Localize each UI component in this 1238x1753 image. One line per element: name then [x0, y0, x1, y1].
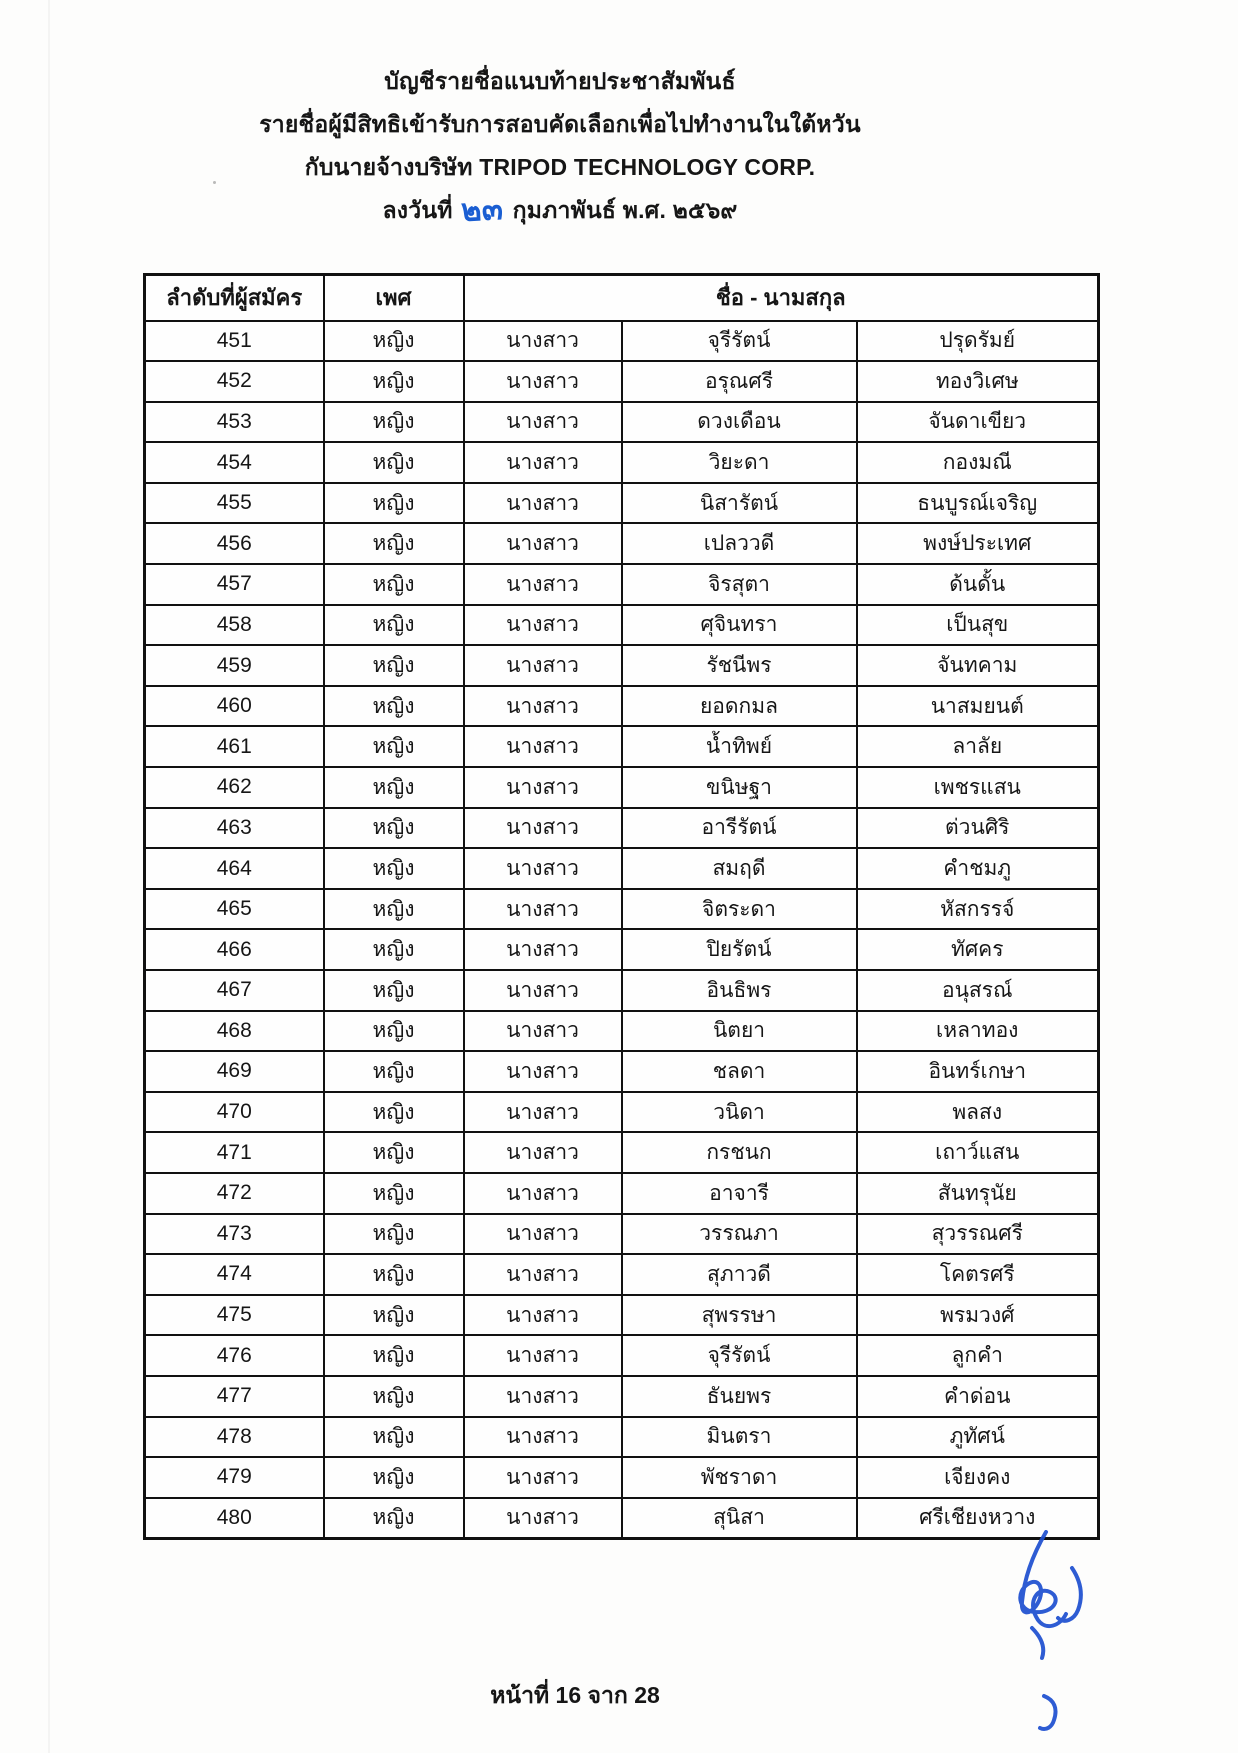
applicant-roster-table	[143, 273, 1100, 1540]
table-row	[145, 483, 1099, 524]
first-name-cell: ยอดกมล	[622, 686, 857, 727]
applicant-no-cell: 461	[145, 726, 324, 767]
table-row	[145, 848, 1099, 889]
first-name-cell: รัชนีพร	[622, 645, 857, 686]
name-title-cell: นางสาว	[464, 1295, 622, 1336]
applicant-no-cell: 463	[145, 808, 324, 849]
applicant-no-cell: 460	[145, 686, 324, 727]
name-title-cell: นางสาว	[464, 808, 622, 849]
table-header-row	[145, 275, 1099, 321]
last-name-cell: จันดาเขียว	[857, 402, 1099, 443]
table-row	[145, 321, 1099, 362]
applicant-no-cell: 466	[145, 929, 324, 970]
date-suffix: กุมภาพันธ์ พ.ศ. ๒๕๖๙	[512, 197, 738, 223]
header-line-2: รายชื่อผู้มีสิทธิเข้ารับการสอบคัดเลือกเพื่อไปทำงานในใต้หวัน	[259, 111, 861, 137]
last-name-cell: ปรุดรัมย์	[857, 321, 1099, 362]
last-name-cell: จันทคาม	[857, 645, 1099, 686]
gender-cell: หญิง	[324, 929, 464, 970]
first-name-cell: จุรีรัตน์	[622, 321, 857, 362]
gender-cell: หญิง	[324, 1335, 464, 1376]
date-prefix: ลงวันที่	[382, 197, 453, 223]
gender-cell: หญิง	[324, 523, 464, 564]
first-name-cell: ศุจินทรา	[622, 605, 857, 646]
first-name-cell: ขนิษฐา	[622, 767, 857, 808]
name-title-cell: นางสาว	[464, 1254, 622, 1295]
gender-cell: หญิง	[324, 1295, 464, 1336]
name-title-cell: นางสาว	[464, 483, 622, 524]
last-name-cell: คำด่อน	[857, 1376, 1099, 1417]
first-name-cell: พัชราดา	[622, 1457, 857, 1498]
table-row	[145, 442, 1099, 483]
last-name-cell: พรมวงศ์	[857, 1295, 1099, 1336]
gender-cell: หญิง	[324, 1417, 464, 1458]
last-name-cell: พลสง	[857, 1092, 1099, 1133]
last-name-cell: ด้นดั้น	[857, 564, 1099, 605]
gender-cell: หญิง	[324, 1214, 464, 1255]
table-row	[145, 1214, 1099, 1255]
first-name-cell: ชลดา	[622, 1051, 857, 1092]
gender-cell: หญิง	[324, 1254, 464, 1295]
applicant-no-cell: 474	[145, 1254, 324, 1295]
name-title-cell: นางสาว	[464, 889, 622, 930]
name-title-cell: นางสาว	[464, 1335, 622, 1376]
first-name-cell: อรุณศรี	[622, 361, 857, 402]
first-name-cell: จิตระดา	[622, 889, 857, 930]
gender-cell: หญิง	[324, 1132, 464, 1173]
table-row	[145, 523, 1099, 564]
applicant-no-cell: 453	[145, 402, 324, 443]
first-name-cell: กรชนก	[622, 1132, 857, 1173]
name-title-cell: นางสาว	[464, 1132, 622, 1173]
header-full-name: ชื่อ - นามสกุล	[464, 275, 1099, 321]
name-title-cell: นางสาว	[464, 442, 622, 483]
applicant-no-cell: 454	[145, 442, 324, 483]
first-name-cell: วนิดา	[622, 1092, 857, 1133]
first-name-cell: อารีรัตน์	[622, 808, 857, 849]
last-name-cell: หัสกรรจ์	[857, 889, 1099, 930]
name-title-cell: นางสาว	[464, 1498, 622, 1539]
applicant-no-cell: 477	[145, 1376, 324, 1417]
table-row	[145, 361, 1099, 402]
applicant-no-cell: 469	[145, 1051, 324, 1092]
first-name-cell: ดวงเดือน	[622, 402, 857, 443]
last-name-cell: พงษ์ประเทศ	[857, 523, 1099, 564]
table-row	[145, 1417, 1099, 1458]
name-title-cell: นางสาว	[464, 767, 622, 808]
gender-cell: หญิง	[324, 1092, 464, 1133]
last-name-cell: คำชมภู	[857, 848, 1099, 889]
header-applicant-no: ลำดับที่ผู้สมัคร	[145, 275, 324, 321]
first-name-cell: สมฤดี	[622, 848, 857, 889]
gender-cell: หญิง	[324, 970, 464, 1011]
table-row	[145, 1254, 1099, 1295]
gender-cell: หญิง	[324, 1011, 464, 1052]
gender-cell: หญิง	[324, 483, 464, 524]
last-name-cell: อินทร์เกษา	[857, 1051, 1099, 1092]
applicant-no-cell: 476	[145, 1335, 324, 1376]
gender-cell: หญิง	[324, 686, 464, 727]
applicant-no-cell: 473	[145, 1214, 324, 1255]
table-row	[145, 726, 1099, 767]
last-name-cell: ลาลัย	[857, 726, 1099, 767]
applicant-no-cell: 456	[145, 523, 324, 564]
table-row	[145, 1092, 1099, 1133]
first-name-cell: เปลววดี	[622, 523, 857, 564]
last-name-cell: ทัศคร	[857, 929, 1099, 970]
gender-cell: หญิง	[324, 889, 464, 930]
table-row	[145, 1335, 1099, 1376]
header-line-1: บัญชีรายชื่อแนบท้ายประชาสัมพันธ์	[384, 68, 736, 94]
name-title-cell: นางสาว	[464, 929, 622, 970]
name-title-cell: นางสาว	[464, 1214, 622, 1255]
name-title-cell: นางสาว	[464, 605, 622, 646]
gender-cell: หญิง	[324, 442, 464, 483]
first-name-cell: ปิยรัตน์	[622, 929, 857, 970]
name-title-cell: นางสาว	[464, 970, 622, 1011]
applicant-no-cell: 478	[145, 1417, 324, 1458]
table-row	[145, 808, 1099, 849]
gender-cell: หญิง	[324, 645, 464, 686]
table-row	[145, 645, 1099, 686]
table-row	[145, 1457, 1099, 1498]
name-title-cell: นางสาว	[464, 726, 622, 767]
first-name-cell: ธันยพร	[622, 1376, 857, 1417]
gender-cell: หญิง	[324, 1376, 464, 1417]
first-name-cell: สุภาวดี	[622, 1254, 857, 1295]
gender-cell: หญิง	[324, 605, 464, 646]
header-date-line	[0, 189, 1120, 232]
header-gender: เพศ	[324, 275, 464, 321]
applicant-no-cell: 459	[145, 645, 324, 686]
first-name-cell: วรรณภา	[622, 1214, 857, 1255]
first-name-cell: สุพรรษา	[622, 1295, 857, 1336]
table-row	[145, 1498, 1099, 1539]
gender-cell: หญิง	[324, 564, 464, 605]
last-name-cell: เพชรแสน	[857, 767, 1099, 808]
name-title-cell: นางสาว	[464, 1417, 622, 1458]
first-name-cell: อาจารี	[622, 1173, 857, 1214]
name-title-cell: นางสาว	[464, 1173, 622, 1214]
table-row	[145, 767, 1099, 808]
applicant-no-cell: 467	[145, 970, 324, 1011]
name-title-cell: นางสาว	[464, 564, 622, 605]
gender-cell: หญิง	[324, 361, 464, 402]
last-name-cell: ต่วนศิริ	[857, 808, 1099, 849]
name-title-cell: นางสาว	[464, 1051, 622, 1092]
gender-cell: หญิง	[324, 767, 464, 808]
first-name-cell: วิยะดา	[622, 442, 857, 483]
applicant-no-cell: 464	[145, 848, 324, 889]
applicant-no-cell: 451	[145, 321, 324, 362]
last-name-cell: กองมณี	[857, 442, 1099, 483]
name-title-cell: นางสาว	[464, 1011, 622, 1052]
name-title-cell: นางสาว	[464, 848, 622, 889]
last-name-cell: นาสมยนต์	[857, 686, 1099, 727]
table-body	[145, 321, 1099, 1539]
applicant-no-cell: 470	[145, 1092, 324, 1133]
last-name-cell: เจียงคง	[857, 1457, 1099, 1498]
applicant-no-cell: 457	[145, 564, 324, 605]
last-name-cell: ธนบูรณ์เจริญ	[857, 483, 1099, 524]
document-header	[0, 60, 1120, 232]
applicant-no-cell: 462	[145, 767, 324, 808]
gender-cell: หญิง	[324, 726, 464, 767]
name-title-cell: นางสาว	[464, 686, 622, 727]
last-name-cell: ศรีเชียงหวาง	[857, 1498, 1099, 1539]
first-name-cell: นิตยา	[622, 1011, 857, 1052]
handwritten-day: ๒๓	[459, 190, 504, 229]
gender-cell: หญิง	[324, 1457, 464, 1498]
first-name-cell: สุนิสา	[622, 1498, 857, 1539]
last-name-cell: อนุสรณ์	[857, 970, 1099, 1011]
first-name-cell: มินตรา	[622, 1417, 857, 1458]
last-name-cell: เถาว์แสน	[857, 1132, 1099, 1173]
applicant-no-cell: 480	[145, 1498, 324, 1539]
table-row	[145, 1173, 1099, 1214]
last-name-cell: สุวรรณศรี	[857, 1214, 1099, 1255]
applicant-no-cell: 475	[145, 1295, 324, 1336]
applicant-no-cell: 465	[145, 889, 324, 930]
table-row	[145, 686, 1099, 727]
table-row	[145, 1051, 1099, 1092]
last-name-cell: ลูกคำ	[857, 1335, 1099, 1376]
name-title-cell: นางสาว	[464, 402, 622, 443]
gender-cell: หญิง	[324, 321, 464, 362]
applicant-no-cell: 471	[145, 1132, 324, 1173]
gender-cell: หญิง	[324, 1498, 464, 1539]
applicant-no-cell: 452	[145, 361, 324, 402]
applicant-no-cell: 472	[145, 1173, 324, 1214]
gender-cell: หญิง	[324, 1051, 464, 1092]
last-name-cell: โคตรศรี	[857, 1254, 1099, 1295]
name-title-cell: นางสาว	[464, 321, 622, 362]
name-title-cell: นางสาว	[464, 645, 622, 686]
first-name-cell: จิรสุตา	[622, 564, 857, 605]
table-row	[145, 929, 1099, 970]
table-row	[145, 564, 1099, 605]
first-name-cell: น้ำทิพย์	[622, 726, 857, 767]
table-row	[145, 605, 1099, 646]
gender-cell: หญิง	[324, 808, 464, 849]
table-row	[145, 1295, 1099, 1336]
last-name-cell: ภูทัศน์	[857, 1417, 1099, 1458]
gender-cell: หญิง	[324, 848, 464, 889]
table-row	[145, 889, 1099, 930]
scan-edge-artifact	[48, 0, 50, 1753]
applicant-no-cell: 458	[145, 605, 324, 646]
applicant-no-cell: 479	[145, 1457, 324, 1498]
header-line-3: กับนายจ้างบริษัท TRIPOD TECHNOLOGY CORP.	[304, 154, 816, 180]
applicant-no-cell: 455	[145, 483, 324, 524]
table-row	[145, 1376, 1099, 1417]
last-name-cell: เหลาทอง	[857, 1011, 1099, 1052]
table-row	[145, 1011, 1099, 1052]
applicant-no-cell: 468	[145, 1011, 324, 1052]
name-title-cell: นางสาว	[464, 523, 622, 564]
last-name-cell: ทองวิเศษ	[857, 361, 1099, 402]
table-row	[145, 1132, 1099, 1173]
name-title-cell: นางสาว	[464, 1092, 622, 1133]
last-name-cell: เป็นสุข	[857, 605, 1099, 646]
name-title-cell: นางสาว	[464, 361, 622, 402]
first-name-cell: จุรีรัตน์	[622, 1335, 857, 1376]
page-number-footer: หน้าที่ 16 จาก 28	[490, 1682, 660, 1708]
last-name-cell: สันทรุนัย	[857, 1173, 1099, 1214]
first-name-cell: อินธิพร	[622, 970, 857, 1011]
table-row	[145, 402, 1099, 443]
gender-cell: หญิง	[324, 1173, 464, 1214]
first-name-cell: นิสารัตน์	[622, 483, 857, 524]
table-row	[145, 970, 1099, 1011]
name-title-cell: นางสาว	[464, 1376, 622, 1417]
name-title-cell: นางสาว	[464, 1457, 622, 1498]
gender-cell: หญิง	[324, 402, 464, 443]
